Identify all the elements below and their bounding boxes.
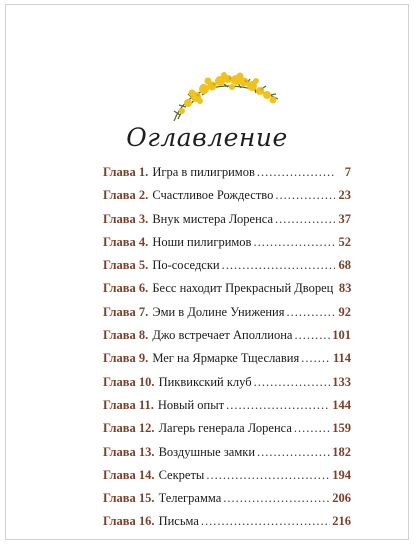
dot-leader [294, 421, 330, 436]
chapter-title: Телеграмма [158, 491, 222, 506]
dot-leader [294, 328, 330, 343]
toc-entry[interactable] [103, 514, 351, 537]
chapter-label: Глава 13. [103, 444, 155, 459]
toc-entry[interactable] [103, 165, 351, 188]
dot-leader [287, 305, 336, 320]
dot-leader [222, 258, 335, 273]
dot-leader [301, 351, 331, 366]
page-number: 92 [338, 304, 351, 319]
chapter-label: Глава 12. [103, 421, 155, 436]
page-number: 114 [332, 351, 351, 366]
toc-entry[interactable] [103, 468, 351, 491]
page-number: 182 [332, 444, 351, 459]
page-number: 133 [332, 374, 351, 389]
dot-leader [275, 188, 335, 203]
chapter-label: Глава 10. [103, 374, 155, 389]
page-number: 144 [332, 397, 351, 412]
toc-entry[interactable] [103, 188, 351, 211]
chapter-title: Пиквикский клуб [158, 374, 252, 389]
chapter-label: Глава 1. [103, 165, 149, 179]
dot-leader [253, 235, 335, 250]
chapter-label: Глава 4. [103, 234, 149, 249]
dot-leader [275, 212, 335, 227]
chapter-title: Ноши пилигримов [152, 234, 252, 249]
chapter-title: Игра в пилигримов [152, 165, 255, 179]
chapter-label: Глава 7. [103, 304, 149, 319]
toc-entry[interactable] [103, 328, 351, 351]
chapter-label: Глава 6. [103, 281, 149, 296]
toc-entry[interactable] [103, 258, 351, 281]
chapter-title: Новый опыт [157, 397, 225, 412]
chapter-title: Эми в Долине Унижения [152, 304, 285, 319]
chapter-title: Джо встречает Аполлиона [152, 328, 293, 343]
chapter-title: Бесс находит Прекрасный Дворец [152, 281, 334, 296]
chapter-label: Глава 14. [103, 467, 155, 482]
chapter-title: Внук мистера Лоренса [152, 211, 274, 226]
chapter-label: Глава 11. [103, 397, 154, 412]
chapter-label: Глава 5. [103, 258, 149, 273]
toc-entry[interactable] [103, 235, 351, 258]
mimosa-wreath-icon [166, 69, 286, 125]
page-title: Оглавление [126, 123, 288, 152]
chapter-title: Письма [158, 514, 199, 529]
toc-entry[interactable] [103, 305, 351, 328]
dot-leader [257, 445, 330, 460]
page-number: 68 [338, 258, 351, 273]
chapter-title: Лагерь генерала Лоренса [158, 421, 292, 436]
chapter-label: Глава 3. [103, 211, 149, 226]
dot-leader [201, 514, 330, 529]
chapter-title: Мег на Ярмарке Тщеславия [152, 351, 300, 366]
chapter-label: Глава 16. [103, 514, 155, 529]
chapter-title: По-соседски [152, 258, 220, 273]
toc-entry[interactable] [103, 421, 351, 444]
dot-leader [254, 375, 331, 390]
dot-leader [223, 491, 330, 506]
dot-leader [257, 165, 335, 180]
dot-leader [226, 398, 330, 413]
dot-leader [206, 468, 330, 483]
page-number: 206 [332, 491, 351, 506]
page-number: 52 [338, 234, 351, 249]
toc-entry[interactable] [103, 491, 351, 514]
chapter-title: Секреты [158, 467, 205, 482]
toc-entry[interactable] [103, 351, 351, 374]
page-number: 159 [332, 421, 351, 436]
page-number: 101 [332, 328, 351, 343]
toc-entry[interactable] [103, 212, 351, 235]
chapter-label: Глава 8. [103, 328, 149, 343]
page-number: 216 [332, 514, 351, 529]
book-page [5, 4, 409, 540]
chapter-label: Глава 9. [103, 351, 149, 366]
chapter-label: Глава 2. [103, 188, 149, 203]
page-number: 7 [344, 165, 351, 179]
chapter-label: Глава 15. [103, 491, 155, 506]
toc-entry[interactable] [103, 398, 351, 421]
toc-entry[interactable] [103, 445, 351, 468]
page-number: 194 [332, 467, 351, 482]
table-of-contents [103, 165, 351, 538]
toc-entry[interactable] [103, 375, 351, 398]
chapter-title: Воздушные замки [158, 444, 256, 459]
page-number: 83 [338, 281, 352, 296]
toc-entry[interactable] [103, 281, 351, 304]
chapter-title: Счастливое Рождество [152, 188, 274, 203]
page-number: 23 [338, 188, 351, 203]
page-number: 37 [338, 211, 351, 226]
